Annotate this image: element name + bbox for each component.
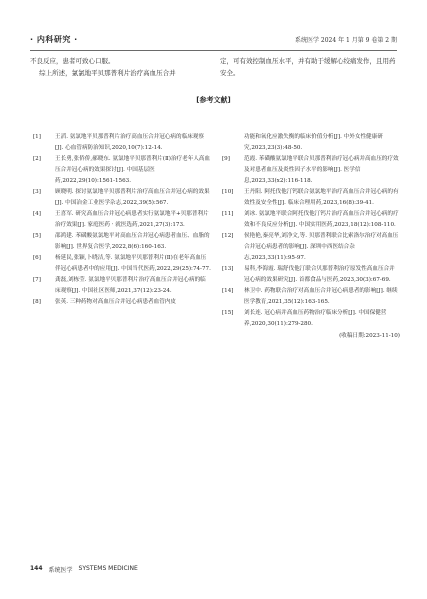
reference-item [33,154,211,187]
reference-item [33,275,211,297]
section-title: · 内科研究 · [30,34,78,44]
reference-number: [12] [222,233,234,239]
intro-paragraph-1: 不良反应，患者可致心口服。 [30,57,115,65]
reference-item [222,209,400,231]
reference-number: [15] [222,310,234,316]
reference-item [222,308,400,330]
reference-text: 王喜军. 研究高血压合并冠心病患者实行氨氯地平+贝那普利片治疗效果[J]. 家庭医药 · 就医选药,2021,27(3):173. [55,211,209,228]
reference-item [33,132,211,154]
reference-item [33,231,211,253]
reference-text: 刘冰. 氨氯地平联合阿托伐他汀钙片治疗高血压合并冠心病的疗效和不良反应分析[J]. 中国实用医药,2023,18(12):108-110. [244,211,399,228]
reference-item [33,297,211,308]
page-header [30,30,397,48]
reference-number: [14] [222,288,234,294]
reference-number: [9] [222,156,230,162]
reference-item [33,253,211,275]
reference-number: [6] [33,255,41,261]
reference-number: [5] [33,233,41,239]
intro-paragraph-3: 定，可有效控制血压水平，并有助于缓解心绞痛发作，且用药安全。 [220,57,396,77]
reference-text: 侯艳艳,秦亮华,刘净文,等. 贝那普利联合比索洛尔治疗对高血压合并冠心病患者的影响[J]. 深圳中西医结合杂志,2023,33(11):95-97. [244,233,399,261]
intro-right-column [220,55,398,79]
reference-text: 杨延民,张颖,卜晓洁,等. 氨氯地平贝那普利片(Ⅱ)在老年高血压伴冠心病患者中的应用[J]. 中国当代医药,2022,29(25):74-77. [55,255,211,272]
reference-text: 王长勇,张侨侨,郝晓东. 氨氯地平贝那普利片(Ⅱ)治疗老年人高血压合并冠心病的效果探讨[J]. 中国基层医药,2022,29(10):1561-1563. [55,156,211,184]
references-right-list [222,132,400,330]
reference-item [222,231,400,264]
reference-number: [3] [33,189,41,195]
reference-text: 顾晓明. 探讨氨氯地平贝那普利片治疗高血压合并冠心病的效果[J]. 中国冶金工业医学杂志,2022,39(5):567. [55,189,210,206]
reference-text: 刘长连. 冠心病并高血压药物治疗临床分析[J]. 中国保健营养,2020,30(11):279-280. [244,310,387,327]
reference-text: 张英. 三种药物对高血压合并冠心病患者血管内皮 [55,299,177,305]
reference-item [222,286,400,308]
reference-text: 林卫中. 药物联合治疗对高血压合并冠心病患者的影响[J]. 继续医学教育,2021,35(12):163-165. [244,288,398,305]
references-right-column [222,132,400,342]
reference-item [222,187,400,209]
page-number: 144 [30,565,43,572]
references-left-column [33,132,211,308]
reference-item [33,209,211,231]
reference-text: 龚磊,刘栋莹. 氨氯地平贝那普利片治疗高血压合并冠心病的临床观察[J]. 中国社区医师,2021,37(12):23-24. [55,277,206,294]
reference-item [33,187,211,209]
footer-journal-cn: 系统医学 [48,567,73,574]
journal-issue-info: 系统医学 2024 年 1 月第 9 卷第 2 期 [295,36,397,44]
reference-number: [1] [33,134,41,140]
reference-text: 范霞. 苯磺酸氨氯地平联合贝那普利治疗冠心病并高血压的疗效及对患者血压及炎性因子水平的影响[J]. 医学信息,2023,33(x2):116-118. [244,156,399,184]
reference-item [222,132,400,154]
reference-item [222,264,400,286]
references-title: [参考文献] [196,96,231,104]
header-rule [30,50,397,51]
reference-number: [2] [33,156,41,162]
reference-text: 易科,李海霞. 瑞舒伐他汀联合贝那普利治疗原发性高血压合并冠心病的效果研究[J]. 首都食品与医药,2023,30(3):67-69. [244,266,395,283]
reference-number: [10] [222,189,234,195]
reference-number: [13] [222,266,234,272]
intro-left-column [30,55,208,79]
received-date: (收稿日期:2023-11-10) [339,333,400,339]
reference-number: [11] [222,211,234,217]
reference-text: 王丹阳. 阿托伐他汀钙联合氨氯地平治疗高血压合并冠心病的有效性及安全性[J]. 临床合理用药,2023,16(8):39-41. [244,189,399,206]
intro-paragraph-2: 综上所述，氯氯地平贝那普利片治疗高血压合并 [39,69,176,77]
reference-item [222,154,400,187]
footer-journal-en: SYSTEMS MEDICINE [78,565,138,572]
page-footer [30,565,138,574]
reference-number [222,132,244,154]
reference-number: [7] [33,277,41,283]
reference-text: 功能和氧化应激失衡的临床价值分析[J]. 中外女性健康研究,2023,23(3):48-50. [244,134,383,151]
reference-text: 邵鸿建. 苯磺酸氨氯地平对高血压合并冠心病患者血压、血脂的影响[J]. 世界复合医学,2022,8(6):160-163. [55,233,210,250]
reference-text: 王滔. 氨氯地平贝那普利片治疗高血压合并冠心病的临床观察[J]. 心血管病防治知识,2020,10(7):12-14. [55,134,204,151]
reference-number: [8] [33,299,41,305]
reference-number: [4] [33,211,41,217]
